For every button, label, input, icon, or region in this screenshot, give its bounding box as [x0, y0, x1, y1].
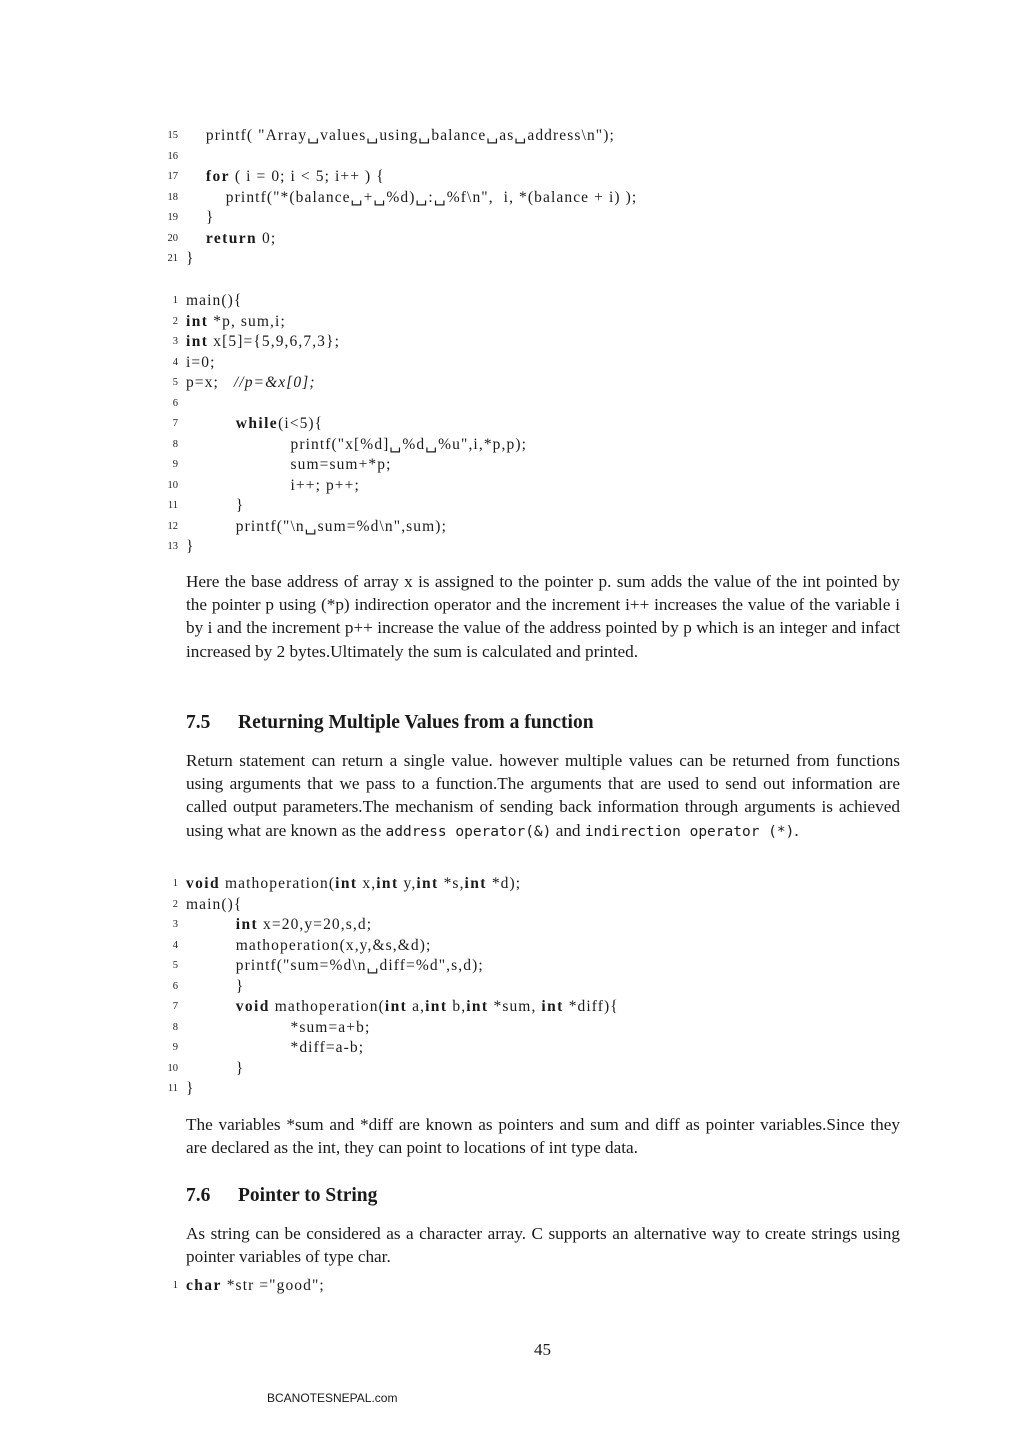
code-keyword: void [235, 998, 270, 1015]
code-text: } [186, 538, 195, 555]
code-text: *diff=a-b; [186, 1039, 365, 1056]
code-line [160, 353, 920, 374]
code-keyword: while [235, 415, 279, 432]
line-number: 9 [172, 1042, 178, 1053]
code-line [160, 977, 920, 998]
code-line [160, 291, 920, 312]
line-number: 5 [172, 960, 178, 971]
code-text: printf("*(balance␣+␣%d)␣:␣%f\n", i, *(balance + i) ); [186, 188, 638, 206]
code-text: } [186, 1080, 195, 1097]
paragraph-text: Return statement can return a single value. however multiple values can be returned from functions using arguments that we pass to a function.The arguments that are used to send out information are called output parameters.The mechanism of sending back information through arguments is achieved using what are known as the [186, 751, 900, 840]
section-heading-7-5 [186, 712, 594, 734]
code-text: i=0; [186, 353, 216, 371]
code-block-3 [160, 874, 920, 1100]
code-keyword: for [205, 168, 230, 185]
paragraph-multiple-values [186, 749, 900, 844]
code-text: return 0; [205, 229, 277, 247]
paragraph-pointer-string: As string can be considered as a character array. C supports an alternative way to create strings using pointer variables of type char. [186, 1224, 900, 1267]
line-number: 12 [167, 520, 178, 532]
code-line [160, 1276, 920, 1297]
code-text: main(){ [186, 895, 243, 913]
code-text: printf("sum=%d\n␣diff=%d",s,d); [186, 957, 484, 974]
code-line [160, 147, 920, 168]
code-text: int x[5]={5,9,6,7,3}; [186, 333, 340, 350]
code-text: void mathoperation(int x,int y,int *s,int *d); [186, 875, 522, 892]
line-number: 7 [172, 1001, 178, 1012]
paragraph-pointer-variables: The variables *sum and *diff are known as pointers and sum and diff as pointer variables.Since they are declared as the int, they can point to locations of int type data. [186, 1115, 900, 1158]
code-text: } [186, 1059, 245, 1077]
code-line [160, 414, 920, 435]
code-text: } [186, 497, 245, 514]
code-text: i++; p++; [186, 476, 360, 494]
line-number: 1 [172, 1280, 178, 1291]
code-text: *sum=a+b; [186, 1018, 371, 1036]
code-line [160, 373, 920, 394]
code-keyword: return [205, 229, 258, 247]
code-keyword: int [416, 875, 439, 892]
line-number: 16 [167, 150, 178, 162]
line-number: 10 [167, 1062, 178, 1074]
code-text: sum=sum+*p; [186, 456, 392, 473]
section-title: Pointer to String [238, 1185, 378, 1206]
code-line [160, 874, 920, 895]
line-number: 3 [172, 336, 178, 347]
code-keyword: char [186, 1277, 222, 1294]
line-number: 2 [172, 315, 178, 327]
code-text: int *p, sum,i; [186, 312, 286, 330]
section-title: Returning Multiple Values from a function [238, 712, 594, 733]
code-line [160, 1038, 920, 1059]
code-keyword: int [384, 998, 408, 1015]
code-line [160, 895, 920, 916]
line-number: 6 [172, 980, 178, 992]
code-keyword: int [541, 998, 564, 1015]
code-line [160, 312, 920, 333]
code-keyword: int [376, 875, 399, 892]
code-address-operator: address operator(&) [385, 823, 552, 840]
code-line [160, 476, 920, 497]
line-number: 6 [172, 397, 178, 409]
code-line [160, 167, 920, 188]
line-number: 11 [167, 500, 178, 511]
line-number: 1 [172, 295, 178, 306]
code-text: char *str ="good"; [186, 1277, 325, 1294]
code-line [160, 394, 920, 415]
code-line [160, 188, 920, 209]
paragraph-pointer-sum: Here the base address of array x is assigned to the pointer p. sum adds the value of the int pointed by the pointer p using (*p) indirection operator and the increment i++ increases the value of the variable i by i and the increment p++ increase the value of the address pointed by p which is an integer and infact increased by 2 bytes.Ultimately the sum is calculated and printed. [186, 572, 900, 661]
paragraph-text-mid: and [551, 820, 585, 840]
code-keyword: int [186, 333, 209, 350]
code-line [160, 229, 920, 250]
code-line [160, 249, 920, 270]
section-number: 7.6 [186, 1185, 211, 1206]
code-block-2 [160, 291, 920, 558]
code-line [160, 496, 920, 517]
paragraph-text-end: . [794, 820, 799, 840]
code-text: int x=20,y=20,s,d; [235, 916, 373, 933]
line-number: 18 [167, 191, 178, 203]
code-line [160, 997, 920, 1018]
line-number: 4 [172, 356, 178, 368]
code-indirection-operator: indirection operator (*) [584, 823, 795, 840]
section-heading-7-6 [186, 1185, 377, 1207]
code-line [160, 208, 920, 229]
code-text: void mathoperation(int a,int b,int *sum, int *diff){ [235, 998, 619, 1015]
line-number: 10 [167, 479, 178, 491]
code-line [160, 1059, 920, 1080]
code-line [160, 537, 920, 558]
line-number: 5 [172, 377, 178, 388]
code-text: printf("\n␣sum=%d\n",sum); [186, 517, 447, 535]
line-number: 17 [167, 171, 178, 182]
code-line [160, 517, 920, 538]
code-line [160, 455, 920, 476]
line-number: 11 [167, 1083, 178, 1094]
code-keyword: int [186, 312, 209, 330]
line-number: 3 [172, 919, 178, 930]
code-line [160, 915, 920, 936]
line-number: 20 [167, 232, 178, 244]
code-text: mathoperation(x,y,&s,&d); [186, 936, 432, 954]
code-keyword: int [464, 875, 487, 892]
code-text: } [186, 977, 245, 995]
page-number: 45 [534, 1340, 551, 1359]
code-line [160, 332, 920, 353]
code-text: printf( "Array␣values␣using␣balance␣as␣address\n"); [186, 127, 615, 144]
code-keyword: int [466, 998, 489, 1015]
code-line [160, 126, 920, 147]
section-number: 7.5 [186, 712, 211, 733]
code-keyword: void [186, 875, 221, 892]
line-number: 7 [172, 418, 178, 429]
line-number: 19 [167, 212, 178, 223]
line-number: 2 [172, 898, 178, 910]
line-number: 13 [167, 541, 178, 552]
code-text: for ( i = 0; i < 5; i++ ) { [205, 168, 385, 185]
line-number: 21 [167, 253, 178, 264]
code-block-1 [160, 126, 920, 270]
line-number: 4 [172, 939, 178, 951]
code-keyword: int [425, 998, 448, 1015]
code-keyword: int [235, 916, 259, 933]
code-line [160, 1018, 920, 1039]
footer-site: BCANOTESNEPAL.com [267, 1391, 398, 1405]
code-text: while(i<5){ [235, 415, 324, 432]
line-number: 9 [172, 459, 178, 470]
code-keyword: int [335, 875, 358, 892]
code-line [160, 956, 920, 977]
line-number: 1 [172, 878, 178, 889]
code-line [160, 435, 920, 456]
code-line [160, 1079, 920, 1100]
code-text: } [186, 250, 195, 267]
line-number: 15 [167, 130, 178, 141]
code-line [160, 936, 920, 957]
code-comment: //p=&x[0]; [233, 374, 316, 391]
line-number: 8 [172, 1021, 178, 1033]
code-text: } [186, 209, 215, 226]
code-text: printf("x[%d]␣%d␣%u",i,*p,p); [186, 435, 528, 453]
line-number: 8 [172, 438, 178, 450]
code-text: p=x; //p=&x[0]; [186, 374, 316, 391]
code-text: main(){ [186, 292, 243, 309]
code-block-4 [160, 1276, 920, 1297]
